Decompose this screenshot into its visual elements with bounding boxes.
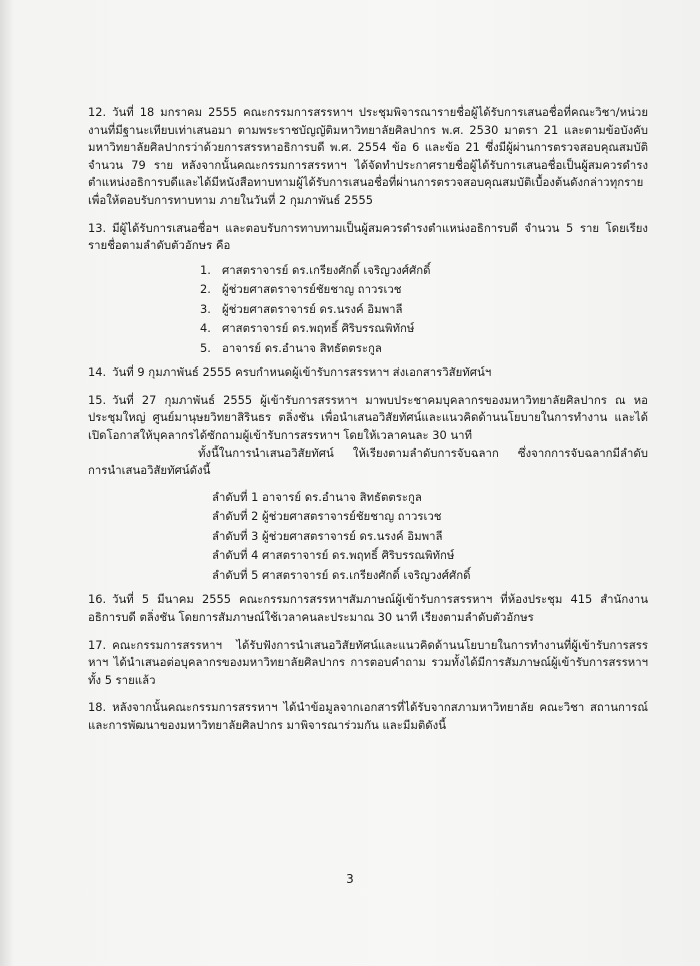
item-16: [88, 591, 648, 626]
candidate-list: [200, 261, 648, 359]
item-number: 15.: [88, 392, 107, 407]
list-item: ลำดับที่ 2 ผู้ช่วยศาสตราจารย์ชัยชาญ ถาวรเวช: [212, 509, 442, 524]
item-number: 14.: [88, 365, 107, 380]
list-item: ลำดับที่ 1 อาจารย์ ดร.อำนาจ สิทธัตตระกูล: [212, 489, 422, 504]
item-15-subtext: ทั้งนี้ในการนำเสนอวิสัยทัศน์ ให้เรียงตามลำดับการจับฉลาก ซึ่งจากการจับฉลากมีลำดับการนำเสนอวิสัยทัศน์ดังนี้: [88, 445, 648, 478]
item-text: วันที่ 18 มกราคม 2555 คณะกรรมการสรรหาฯ ประชุมพิจารณารายชื่อผู้ได้รับการเสนอชื่อที่คณะวิชา/หน่วยงานที่มีฐานะเทียบเท่าเสนอมา ตามพระราชบัญญัติมหาวิทยาลัยศิลปากร พ.ศ. 2530 มาตรา 21 และตามข้อบังคับมหาวิทยาลัยศิลปากรว่าด้วยการสรรหาอธิการบดี พ.ศ. 2554 ข้อ 6 และข้อ 21 ซึ่งมีผู้ผ่านการตรวจสอบคุณสมบัติ จำนวน 79 ราย หลังจากนั้นคณะกรรมการสรรหาฯ ได้จัดทำประกาศรายชื่อผู้ได้รับการเสนอชื่อเป็นผู้สมควรดำรงตำแหน่งอธิการบดีและได้มีหนังสือทาบทามผู้ได้รับการเสนอชื่อที่ผ่านการตรวจสอบคุณสมบัติเบื้องต้นดังกล่าวทุกราย เพื่อให้ตอบรับการทาบทาม ภายในวันที่ 2 กุมภาพันธ์ 2555: [88, 105, 648, 207]
page-number: 3: [346, 872, 354, 886]
item-text: คณะกรรมการสรรหาฯ ได้รับฟังการนำเสนอวิสัยทัศน์และแนวคิดด้านนโยบายในการทำงานที่ผู้เข้ารับการสรรหาฯ ได้นำเสนอต่อบุคลากรของมหาวิทยาลัยศิลปากร การตอบคำถาม รวมทั้งได้มีการสัมภาษณ์ผู้เข้ารับการสรรหาฯ ทั้ง 5 รายแล้ว: [88, 637, 648, 687]
item-text: วันที่ 27 กุมภาพันธ์ 2555 ผู้เข้ารับการสรรหาฯ มาพบประชาคมบุคลากรของมหาวิทยาลัยศิลปากร ณ หอประชุมใหญ่ ศูนย์มานุษยวิทยาสิรินธร ตลิ่งชัน เพื่อนำเสนอวิสัยทัศน์และแนวคิดด้านนโยบายในการทำงาน และได้เปิดโอกาสให้บุคลากรได้ซักถามผู้เข้ารับการสรรหาฯ โดยให้เวลาคนละ 30 นาที: [88, 392, 648, 443]
item-number: 17.: [88, 637, 107, 652]
item-number: 12.: [88, 105, 107, 119]
list-index: 3.: [200, 301, 211, 316]
item-text: วันที่ 9 กุมภาพันธ์ 2555 ครบกำหนดผู้เข้ารับการสรรหาฯ ส่งเอกสารวิสัยทัศน์ฯ: [112, 365, 492, 380]
page-content: [88, 104, 648, 734]
item-text: มีผู้ได้รับการเสนอชื่อฯ และตอบรับการทาบทามเป็นผู้สมควรดำรงตำแหน่งอธิการบดี จำนวน 5 ราย โดยเรียงรายชื่อตามลำดับตัวอักษร คือ: [88, 220, 648, 253]
candidate-name: อาจารย์ ดร.อำนาจ สิทธัตตระกูล: [222, 340, 382, 355]
list-index: 2.: [200, 282, 211, 297]
item-number: 13.: [88, 220, 107, 235]
candidate-name: ผู้ช่วยศาสตราจารย์ ดร.นรงค์ อิมพาลี: [222, 301, 403, 316]
candidate-name: ศาสตราจารย์ ดร.พฤทธิ์ ศิริบรรณพิทักษ์: [222, 321, 415, 336]
item-number: 18.: [88, 700, 107, 715]
list-item: [200, 280, 648, 300]
list-item: ลำดับที่ 5 ศาสตราจารย์ ดร.เกรียงศักดิ์ เจริญวงศ์ศักดิ์: [212, 567, 471, 582]
list-item: ลำดับที่ 4 ศาสตราจารย์ ดร.พฤทธิ์ ศิริบรรณพิทักษ์: [212, 548, 455, 563]
item-12: [88, 104, 648, 210]
item-13: [88, 220, 648, 255]
list-index: 5.: [200, 340, 211, 355]
list-item: [200, 300, 648, 320]
list-item: ลำดับที่ 3 ผู้ช่วยศาสตราจารย์ ดร.นรงค์ อิมพาลี: [212, 528, 443, 543]
list-item: [200, 261, 648, 281]
item-17: [88, 637, 648, 690]
item-14: [88, 364, 648, 382]
item-text: หลังจากนั้นคณะกรรมการสรรหาฯ ได้นำข้อมูลจากเอกสารที่ได้รับจากสภามหาวิทยาลัย คณะวิชา สถานการณ์และการพัฒนาของมหาวิทยาลัยศิลปากร มาพิจารณาร่วมกัน และมีมติดังนี้: [88, 700, 648, 732]
list-index: 4.: [200, 321, 211, 336]
list-item: [200, 319, 648, 339]
item-number: 16.: [88, 592, 107, 607]
item-18: [88, 699, 648, 734]
list-index: 1.: [200, 262, 211, 277]
candidate-name: ศาสตราจารย์ ดร.เกรียงศักดิ์ เจริญวงศ์ศักดิ์: [222, 262, 431, 277]
presentation-order-list: [212, 488, 648, 586]
item-15: [88, 392, 648, 445]
item-text: วันที่ 5 มีนาคม 2555 คณะกรรมการสรรหาฯสัมภาษณ์ผู้เข้ารับการสรรหาฯ ที่ห้องประชุม 415 สำนักงานอธิการบดี ตลิ่งชัน โดยการสัมภาษณ์ใช้เวลาคนละประมาณ 30 นาที เรียงตามลำดับตัวอักษร: [88, 592, 648, 624]
candidate-name: ผู้ช่วยศาสตราจารย์ชัยชาญ ถาวรเวช: [222, 282, 402, 297]
list-item: [200, 339, 648, 359]
